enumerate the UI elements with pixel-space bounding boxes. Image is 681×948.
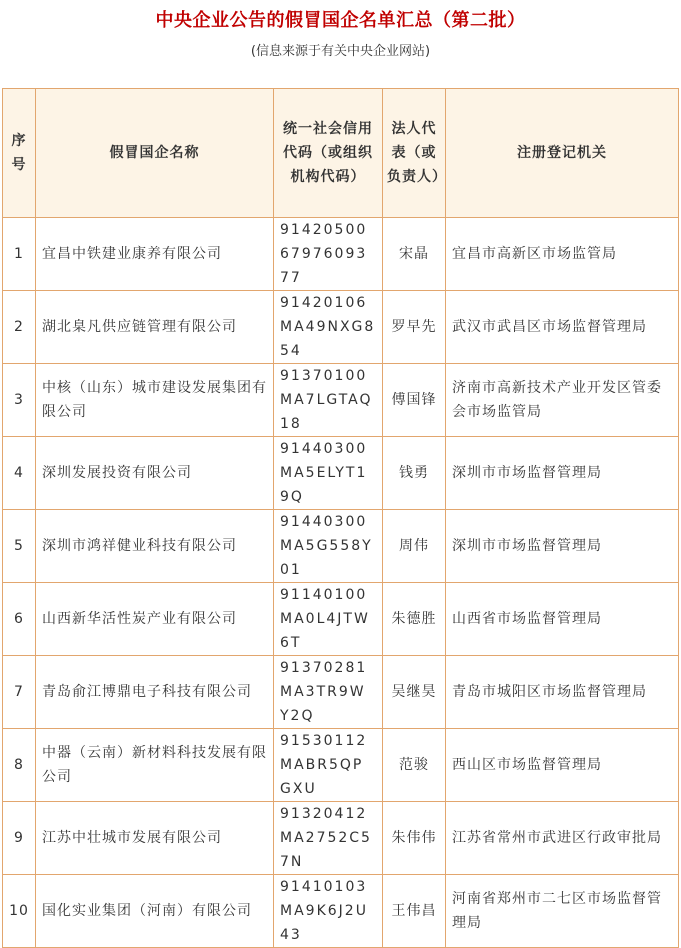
column-header-name: 假冒国企名称 bbox=[36, 89, 274, 218]
table-row bbox=[3, 802, 679, 875]
table-row bbox=[3, 510, 679, 583]
legal-representative: 朱伟伟 bbox=[383, 802, 446, 875]
company-name: 中核（山东）城市建设发展集团有限公司 bbox=[36, 364, 274, 437]
table-row bbox=[3, 364, 679, 437]
company-name: 国化实业集团（河南）有限公司 bbox=[36, 875, 274, 948]
registration-authority: 西山区市场监督管理局 bbox=[446, 729, 679, 802]
company-name: 湖北臬凡供应链管理有限公司 bbox=[36, 291, 274, 364]
table-row bbox=[3, 656, 679, 729]
row-number: 5 bbox=[3, 510, 36, 583]
row-number: 7 bbox=[3, 656, 36, 729]
registration-authority: 济南市高新技术产业开发区管委会市场监管局 bbox=[446, 364, 679, 437]
credit-code: 91420106MA49NXG854 bbox=[274, 291, 383, 364]
legal-representative: 朱德胜 bbox=[383, 583, 446, 656]
column-header-no: 序号 bbox=[3, 89, 36, 218]
source-note: (信息来源于有关中央企业网站) bbox=[250, 44, 431, 59]
table-row bbox=[3, 291, 679, 364]
row-number: 9 bbox=[3, 802, 36, 875]
column-header-authority: 注册登记机关 bbox=[446, 89, 679, 218]
row-number: 4 bbox=[3, 437, 36, 510]
row-number: 10 bbox=[3, 875, 36, 948]
legal-representative: 钱勇 bbox=[383, 437, 446, 510]
legal-representative: 宋晶 bbox=[383, 218, 446, 291]
registration-authority: 武汉市武昌区市场监督管理局 bbox=[446, 291, 679, 364]
row-number: 2 bbox=[3, 291, 36, 364]
legal-representative: 周伟 bbox=[383, 510, 446, 583]
column-header-code: 统一社会信用代码（或组织机构代码） bbox=[274, 89, 383, 218]
table-row bbox=[3, 437, 679, 510]
row-number: 6 bbox=[3, 583, 36, 656]
legal-representative: 罗早先 bbox=[383, 291, 446, 364]
column-header-rep: 法人代表（或负责人） bbox=[383, 89, 446, 218]
company-name: 江苏中壮城市发展有限公司 bbox=[36, 802, 274, 875]
credit-code: 91320412MA2752C57N bbox=[274, 802, 383, 875]
registration-authority: 宜昌市高新区市场监管局 bbox=[446, 218, 679, 291]
company-name: 宜昌中铁建业康养有限公司 bbox=[36, 218, 274, 291]
registration-authority: 山西省市场监督管理局 bbox=[446, 583, 679, 656]
table-row bbox=[3, 875, 679, 948]
credit-code: 91140100MA0L4JTW6T bbox=[274, 583, 383, 656]
table-row bbox=[3, 583, 679, 656]
company-name: 中器（云南）新材料科技发展有限公司 bbox=[36, 729, 274, 802]
company-name: 山西新华活性炭产业有限公司 bbox=[36, 583, 274, 656]
registration-authority: 深圳市市场监督管理局 bbox=[446, 510, 679, 583]
row-number: 3 bbox=[3, 364, 36, 437]
registration-authority: 深圳市市场监督管理局 bbox=[446, 437, 679, 510]
registration-authority: 河南省郑州市二七区市场监督管理局 bbox=[446, 875, 679, 948]
table-header-row bbox=[3, 89, 679, 218]
legal-representative: 傅国锋 bbox=[383, 364, 446, 437]
credit-code: 914205006797609377 bbox=[274, 218, 383, 291]
credit-code: 91410103MA9K6J2U43 bbox=[274, 875, 383, 948]
company-name: 深圳发展投资有限公司 bbox=[36, 437, 274, 510]
credit-code: 91370100MA7LGTAQ18 bbox=[274, 364, 383, 437]
legal-representative: 王伟昌 bbox=[383, 875, 446, 948]
page-title: 中央企业公告的假冒国企名单汇总（第二批） bbox=[155, 10, 526, 31]
company-name: 青岛俞江博鼎电子科技有限公司 bbox=[36, 656, 274, 729]
registration-authority: 江苏省常州市武进区行政审批局 bbox=[446, 802, 679, 875]
row-number: 1 bbox=[3, 218, 36, 291]
credit-code: 91530112MABR5QPGXU bbox=[274, 729, 383, 802]
registration-authority: 青岛市城阳区市场监督管理局 bbox=[446, 656, 679, 729]
credit-code: 91370281MA3TR9WY2Q bbox=[274, 656, 383, 729]
credit-code: 91440300MA5ELYT19Q bbox=[274, 437, 383, 510]
table-row bbox=[3, 729, 679, 802]
counterfeit-soe-table bbox=[2, 88, 679, 948]
legal-representative: 吴继昊 bbox=[383, 656, 446, 729]
table-body bbox=[3, 218, 679, 948]
row-number: 8 bbox=[3, 729, 36, 802]
company-name: 深圳市鸿祥健业科技有限公司 bbox=[36, 510, 274, 583]
legal-representative: 范骏 bbox=[383, 729, 446, 802]
table-row bbox=[3, 218, 679, 291]
credit-code: 91440300MA5G558Y01 bbox=[274, 510, 383, 583]
